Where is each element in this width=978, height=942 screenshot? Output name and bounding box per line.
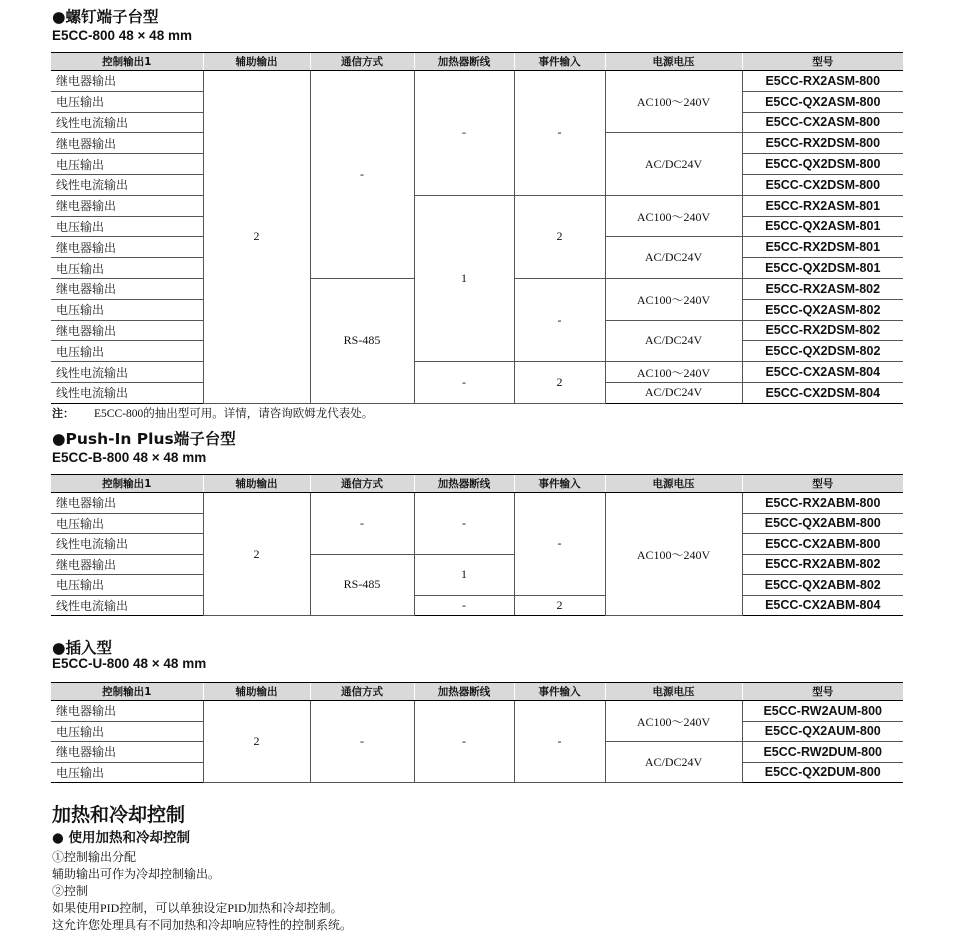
model-cell: E5CC-QX2ASM-802 (742, 299, 903, 320)
output-cell: 继电器输出 (51, 493, 203, 514)
model-cell: E5CC-RX2DSM-801 (742, 237, 903, 258)
section-title-plugin: ●插入型 (52, 639, 113, 657)
model-cell: E5CC-CX2ABM-804 (742, 595, 903, 616)
output-cell: 继电器输出 (51, 742, 203, 763)
col-header: 控制输出1 (51, 683, 203, 701)
event-cell: 2 (514, 362, 605, 404)
output-cell: 继电器输出 (51, 133, 203, 154)
output-cell: 电压输出 (51, 216, 203, 237)
model-cell: E5CC-RW2AUM-800 (742, 701, 903, 722)
model-cell: E5CC-QX2ASM-800 (742, 91, 903, 112)
model-cell: E5CC-RW2DUM-800 (742, 742, 903, 763)
body-line: ①控制输出分配 (52, 850, 137, 864)
col-header: 事件输入 (514, 53, 605, 71)
section-subtitle-plugin: E5CC-U-800 48 × 48 mm (52, 656, 207, 671)
col-header: 电源电压 (605, 683, 742, 701)
section-title-screw: ●螺钉端子台型 (52, 8, 159, 26)
output-cell: 电压输出 (51, 575, 203, 596)
heating-cooling-subtitle: ● 使用加热和冷却控制 (52, 830, 190, 846)
output-cell: 电压输出 (51, 513, 203, 534)
col-header: 通信方式 (310, 53, 414, 71)
output-cell: 电压输出 (51, 299, 203, 320)
comm-cell: RS-485 (310, 554, 414, 616)
aux-cell: 2 (203, 493, 310, 616)
col-header: 加热器断线 (414, 475, 514, 493)
event-cell: - (514, 278, 605, 361)
output-cell: 电压输出 (51, 721, 203, 742)
model-cell: E5CC-RX2ASM-800 (742, 71, 903, 92)
model-cell: E5CC-QX2DSM-800 (742, 154, 903, 175)
power-cell: AC100～240V (605, 493, 742, 616)
output-cell: 继电器输出 (51, 278, 203, 299)
comm-cell: RS-485 (310, 278, 414, 403)
body-line: 如果使用PID控制，可以单独设定PID加热和冷却控制。 (52, 901, 343, 915)
col-header: 辅助输出 (203, 683, 310, 701)
event-cell: - (514, 71, 605, 196)
section-subtitle-screw: E5CC-800 48 × 48 mm (52, 28, 192, 43)
spec-table-pushin (51, 474, 903, 616)
output-cell: 线性电流输出 (51, 362, 203, 383)
col-header: 事件输入 (514, 475, 605, 493)
power-cell: AC/DC24V (605, 133, 742, 195)
heater-cell: 1 (414, 554, 514, 595)
col-header: 控制输出1 (51, 53, 203, 71)
output-cell: 继电器输出 (51, 554, 203, 575)
col-header: 型号 (742, 683, 903, 701)
output-cell: 线性电流输出 (51, 595, 203, 616)
note (52, 405, 373, 421)
col-header: 辅助输出 (203, 53, 310, 71)
output-cell: 线性电流输出 (51, 112, 203, 133)
model-cell: E5CC-QX2ABM-802 (742, 575, 903, 596)
model-cell: E5CC-RX2ABM-800 (742, 493, 903, 514)
model-cell: E5CC-RX2ASM-802 (742, 278, 903, 299)
model-cell: E5CC-CX2DSM-804 (742, 382, 903, 403)
model-cell: E5CC-QX2DSM-802 (742, 341, 903, 362)
model-cell: E5CC-RX2DSM-800 (742, 133, 903, 154)
col-header: 通信方式 (310, 475, 414, 493)
event-cell: 2 (514, 595, 605, 616)
col-header: 控制输出1 (51, 475, 203, 493)
model-cell: E5CC-QX2DSM-801 (742, 258, 903, 279)
note-text: E5CC-800的抽出型可用。详情，请咨询欧姆龙代表处。 (94, 408, 374, 420)
section-subtitle-pushin: E5CC-B-800 48 × 48 mm (52, 450, 207, 465)
note-label: 注： (52, 407, 74, 420)
comm-cell: - (310, 701, 414, 783)
power-cell: AC100～240V (605, 701, 742, 742)
heater-cell: - (414, 362, 514, 404)
model-cell: E5CC-QX2AUM-800 (742, 721, 903, 742)
model-cell: E5CC-RX2DSM-802 (742, 320, 903, 341)
power-cell: AC/DC24V (605, 382, 742, 403)
model-cell: E5CC-QX2ABM-800 (742, 513, 903, 534)
power-cell: AC100～240V (605, 278, 742, 320)
col-header: 加热器断线 (414, 683, 514, 701)
spec-table-plugin (51, 682, 903, 783)
output-cell: 线性电流输出 (51, 534, 203, 555)
output-cell: 电压输出 (51, 91, 203, 112)
comm-cell: - (310, 71, 414, 279)
power-cell: AC/DC24V (605, 742, 742, 783)
output-cell: 电压输出 (51, 341, 203, 362)
col-header: 型号 (742, 475, 903, 493)
aux-cell: 2 (203, 71, 310, 404)
event-cell: - (514, 701, 605, 783)
power-cell: AC100～240V (605, 362, 742, 383)
model-cell: E5CC-QX2DUM-800 (742, 762, 903, 783)
heater-cell: 1 (414, 195, 514, 361)
model-cell: E5CC-CX2DSM-800 (742, 174, 903, 195)
model-cell: E5CC-RX2ABM-802 (742, 554, 903, 575)
output-cell: 继电器输出 (51, 701, 203, 722)
output-cell: 继电器输出 (51, 195, 203, 216)
output-cell: 继电器输出 (51, 320, 203, 341)
heater-cell: - (414, 71, 514, 196)
comm-cell: - (310, 493, 414, 555)
power-cell: AC100～240V (605, 195, 742, 237)
heater-cell: - (414, 595, 514, 616)
output-cell: 线性电流输出 (51, 174, 203, 195)
output-cell: 线性电流输出 (51, 382, 203, 403)
col-header: 辅助输出 (203, 475, 310, 493)
event-cell: 2 (514, 195, 605, 278)
output-cell: 继电器输出 (51, 237, 203, 258)
heating-cooling-body (52, 849, 352, 934)
body-line: 辅助输出可作为冷却控制输出。 (52, 867, 221, 881)
col-header: 通信方式 (310, 683, 414, 701)
spec-table-screw (51, 52, 903, 404)
model-cell: E5CC-CX2ASM-800 (742, 112, 903, 133)
aux-cell: 2 (203, 701, 310, 783)
heating-cooling-title: 加热和冷却控制 (52, 804, 186, 826)
power-cell: AC100～240V (605, 71, 742, 133)
output-cell: 电压输出 (51, 762, 203, 783)
col-header: 型号 (742, 53, 903, 71)
col-header: 电源电压 (605, 475, 742, 493)
output-cell: 继电器输出 (51, 71, 203, 92)
event-cell: - (514, 493, 605, 596)
col-header: 电源电压 (605, 53, 742, 71)
body-line: 这允许您处理具有不同加热和冷却响应特性的控制系统。 (52, 918, 353, 932)
power-cell: AC/DC24V (605, 320, 742, 362)
col-header: 事件输入 (514, 683, 605, 701)
power-cell: AC/DC24V (605, 237, 742, 279)
output-cell: 电压输出 (51, 154, 203, 175)
model-cell: E5CC-QX2ASM-801 (742, 216, 903, 237)
heater-cell: - (414, 701, 514, 783)
col-header: 加热器断线 (414, 53, 514, 71)
section-title-pushin: ●Push-In Plus端子台型 (52, 430, 236, 448)
model-cell: E5CC-CX2ASM-804 (742, 362, 903, 383)
body-line: ②控制 (52, 884, 89, 898)
heater-cell: - (414, 493, 514, 555)
output-cell: 电压输出 (51, 258, 203, 279)
model-cell: E5CC-CX2ABM-800 (742, 534, 903, 555)
model-cell: E5CC-RX2ASM-801 (742, 195, 903, 216)
